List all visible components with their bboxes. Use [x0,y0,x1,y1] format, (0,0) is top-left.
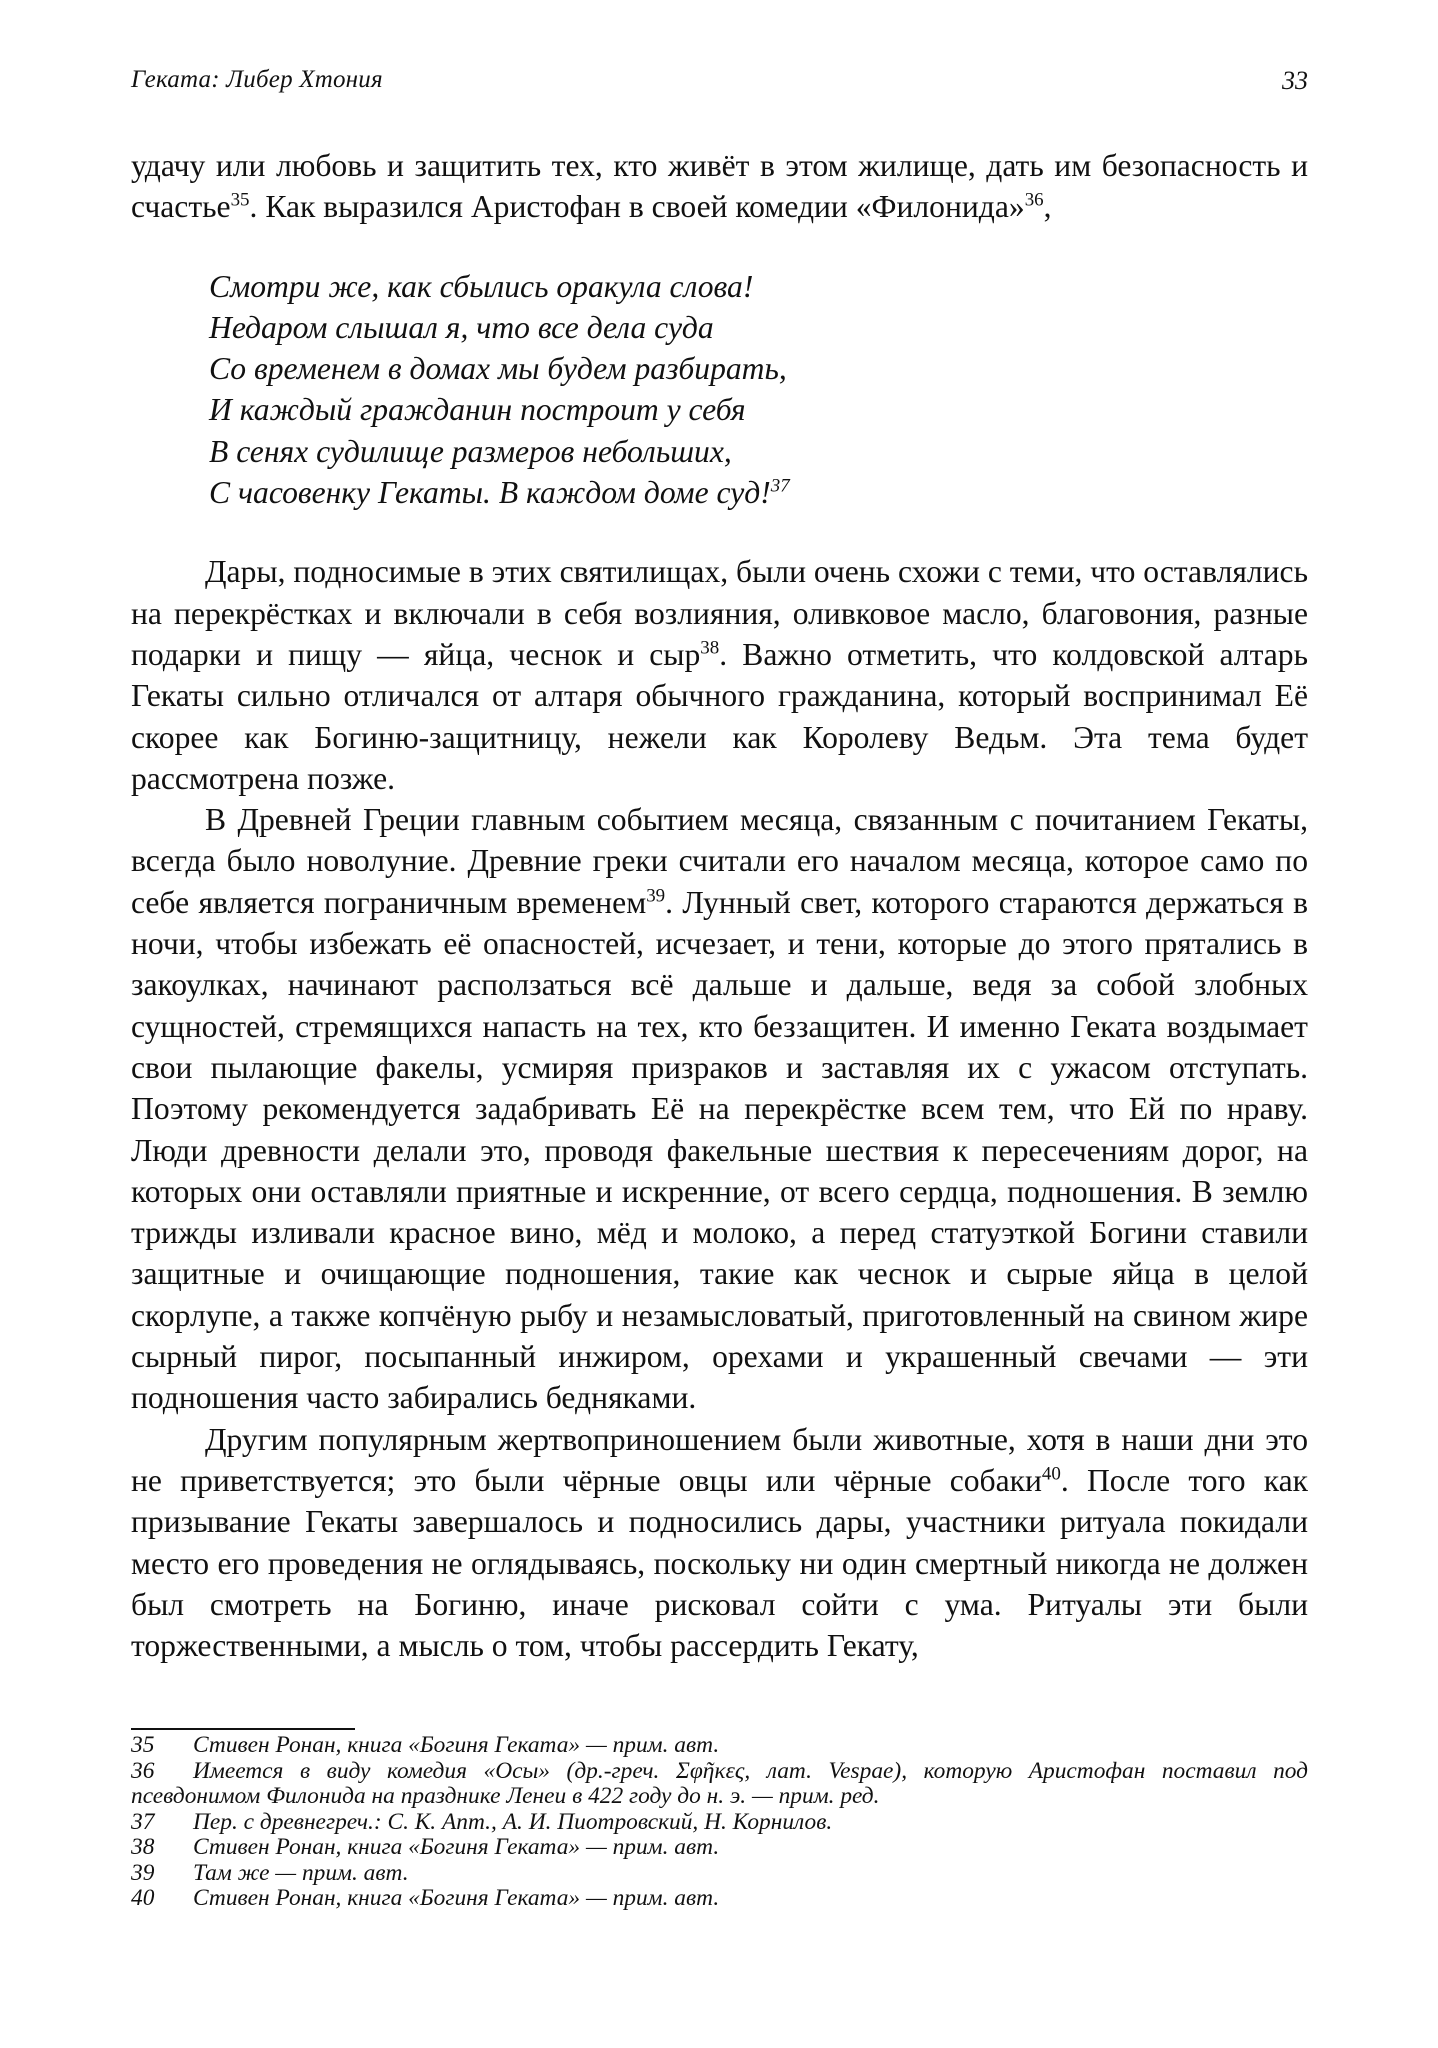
paragraph-3 [131,799,1308,1418]
paragraph-1 [131,145,1308,228]
verse-line: Со временем в домах мы будем разбирать, [209,351,787,387]
paragraph-text: . Лунный свет, которого стараются держаться в ночи, чтобы избежать её опасностей, исчезает, и тени, которые до этого прятались в закоулках, начинают расползаться всё дальше и дальше, ведя за собой злобных сущностей, стремящихся напасть на тех, кто беззащитен. И именно Геката воздымает свои пылающие факелы, усмиряя призраков и заставляя их с ужасом отступать. Поэтому рекомендуется задабривать Её на перекрёстке всем тем, что Ей по нраву. Люди древности делали это, проводя факельные шествия к пересечениям дорог, на которых они оставляли приятные и искренние, от всего сердца, подношения. В землю трижды изливали красное вино, мёд и молоко, а перед статуэткой Богини ставили защитные и очищающие подношения, такие как чеснок и сырые яйца в целой скорлупе, а также копчёную рыбу и незамысловатый, приготовленный на свином жире сырный пирог, посыпанный инжиром, орехами и украшенный свечами — эти подношения часто забирались бедняками. [131,884,1309,1416]
main-text [131,145,1308,1666]
footnote-37 [131,1810,1308,1836]
verse-line-text: С часовенку Гекаты. В каждом доме суд! [209,475,771,511]
verse-line: Смотри же, как сбылись оракула слова! [209,268,754,304]
page-number: 33 [1282,66,1308,95]
footnote-36 [131,1759,1308,1810]
verse-quote [209,266,1308,514]
paragraph-text: Дары, подносимые в этих святилищах, были очень схожи с теми, что оставлялись на перекрёстках и включали в себя возлияния, оливковое масло, благовония, разные подарки и пищу — яйца, чеснок и сыр [131,554,1308,672]
paragraph-text: , [1043,189,1052,225]
footnote-ref-40[interactable]: 40 [1041,1463,1061,1485]
paragraph-2 [131,551,1308,799]
paragraph-text: В Древней Греции главным событием месяца, связанным с почитанием Гекаты, всегда было новолуние. Древние греки считали его началом месяца, которое само по себе является пограничным временем [131,802,1308,920]
verse-line: И каждый гражданин построит у себя [209,392,746,428]
paragraph-text: . После того как призывание Гекаты завершалось и подносились дары, участники ритуала покидали место его проведения не оглядываясь, поскольку ни один смертный никогда не должен был смотреть на Богиню, иначе рисковал сойти с ума. Ритуалы эти были торжественными, а мысль о том, чтобы рассердить Гекату, [131,1462,1308,1664]
verse-line-last [209,472,1308,513]
footnote-number: 36 [131,1757,155,1784]
footnotes [131,1733,1308,1912]
verse-line: В сенях судилище размеров небольших, [209,433,732,469]
footnote-number: 40 [131,1885,155,1911]
footnote-text: Пер. с древнегреч.: С. К. Апт., А. И. Пиотровский, Н. Корнилов. [193,1808,833,1835]
footnote-ref-35[interactable]: 35 [230,189,250,211]
verse-line: Недаром слышал я, что все дела суда [209,309,714,345]
page-header [131,66,1308,102]
footnote-text: Стивен Ронан, книга «Богиня Геката» — прим. авт. [193,1732,720,1758]
paragraph-text: . Важно отметить, что колдовской алтарь Гекаты сильно отличался от алтаря обычного граждaнина, который воспринимал Её скорее как Богиню-защитницу, нежели как Королеву Ведьм. Эта тема будет рассмотрена позже. [131,636,1308,796]
footnote-ref-38[interactable]: 38 [700,637,720,659]
footnote-number: 38 [131,1834,155,1860]
footnote-ref-37[interactable]: 37 [770,475,790,497]
footnote-40 [131,1886,1308,1912]
footnote-text: Имеется в виду комедия «Осы» (др.-греч. Σφῆκες, лат. Vespae), которую Аристофан поставил под псевдонимом Филонида на празднике Ленеи в 422 году до н. э. — прим. ред. [131,1757,1308,1809]
footnote-39 [131,1861,1308,1887]
footnote-text: Там же — прим. авт. [193,1859,409,1886]
footnote-separator [131,1728,355,1730]
paragraph-text: удачу или любовь и защитить тех, кто живёт в этом жилище, дать им безопасность и счастье [131,148,1308,225]
footnote-number: 37 [131,1808,155,1835]
footnote-number: 35 [131,1732,155,1758]
footnote-ref-39[interactable]: 39 [646,885,666,907]
footnote-text: Стивен Ронан, книга «Богиня Геката» — прим. авт. [193,1834,720,1860]
footnote-ref-36[interactable]: 36 [1024,189,1044,211]
footnote-35 [131,1733,1308,1759]
paragraph-4 [131,1419,1308,1667]
running-title: Геката: Либер Хтония [131,66,383,93]
footnote-number: 39 [131,1859,155,1886]
paragraph-text: Другим популярным жертвоприношением были животные, хотя в наши дни это не приветствуется; это были чёрные овцы или чёрные собаки [131,1421,1308,1498]
paragraph-text: . Как выразился Аристофан в своей комедии «Филонида» [249,189,1025,225]
footnote-text: Стивен Ронан, книга «Богиня Геката» — прим. авт. [193,1885,720,1911]
footnote-38 [131,1835,1308,1861]
